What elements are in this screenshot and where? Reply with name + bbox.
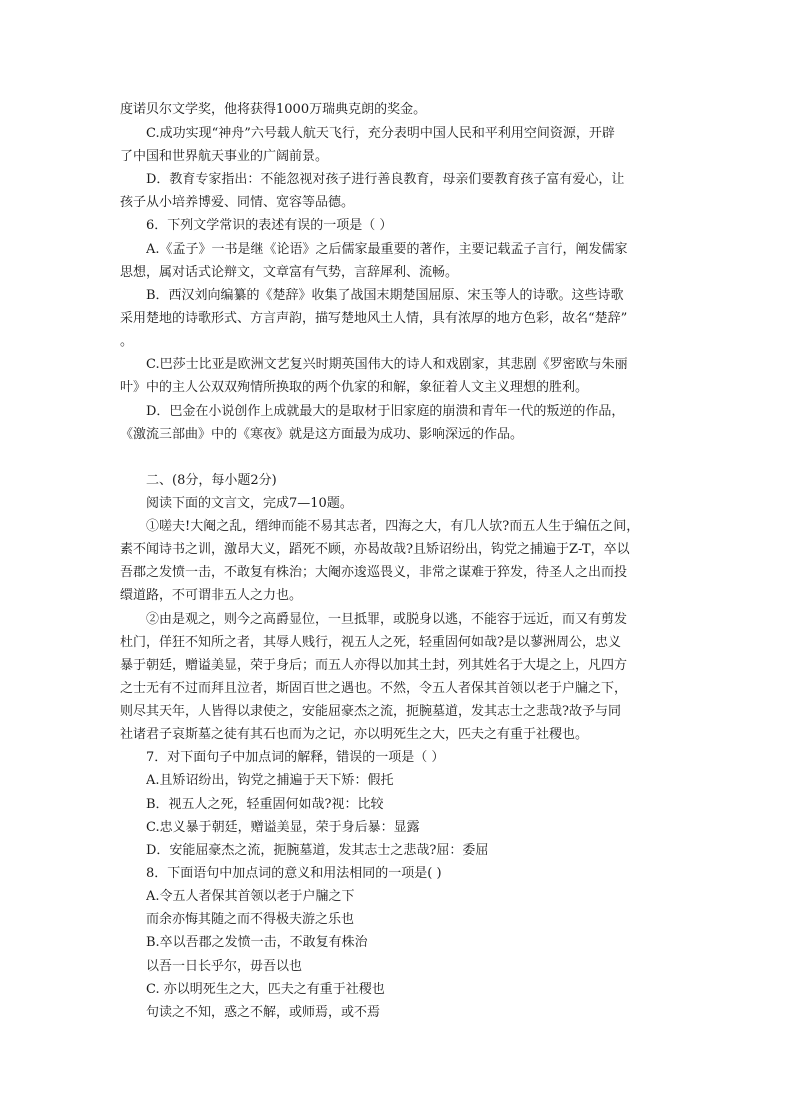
section-heading: 二、(8分，每小题2分) [146,473,277,488]
text-line: 之士无有不过而拜且泣者，斯固百世之遇也。不然，令五人者保其首领以老于户牖之下， [120,681,628,696]
option-b: B．西汉刘向编纂的《楚辞》收集了战国末期楚国屈原、宋玉等人的诗歌。这些诗歌 [146,288,624,303]
text-line: 思想，属对话式论辩文，文章富有气势，言辞犀利、流畅。 [120,265,459,280]
option-b: B．视五人之死，轻重固何如哉?视：比较 [146,797,384,812]
option-d: D．安能屈豪杰之流，扼腕墓道，发其志士之悲哉?屈：委屈 [146,843,489,858]
option-b: B.卒以吾郡之发愤一击，不敢复有株治 [146,935,368,950]
passage-paragraph-2: ②由是观之，则今之高爵显位，一旦抵罪，或脱身以逃，不能容于远近，而又有剪发 [146,612,628,627]
text-line: 了中国和世界航天事业的广阔前景。 [120,149,329,164]
option-b-pair: 以吾一日长乎尔，毋吾以也 [146,959,303,974]
option-a: A.且矫诏纷出，钩党之捕遍于天下矫：假托 [146,773,394,788]
text-line: 吾郡之发愤一击，不敢复有株治；大阉亦逡巡畏义，非常之谋难于猝发，待圣人之出而投 [120,565,628,580]
text-line: D．教育专家指出：不能忽视对孩子进行善良教育，母亲们要教育孩子富有爱心，让 [146,172,625,187]
text-line: 杜门，佯狂不知所之者，其辱人贱行，视五人之死，轻重固何如哉?是以蓼洲周公，忠义 [120,635,621,650]
text-line: 暴于朝廷，赠谥美显，荣于身后；而五人亦得以加其土封，列其姓名于大堤之上，凡四方 [120,658,628,673]
question-6: 6．下列文学常识的表述有误的一项是（ ） [146,218,393,233]
option-c: C.忠义暴于朝廷，赠谥美显，荣于身后暴：显露 [146,820,420,835]
text-line: 素不闻诗书之训，激昂大义，蹈死不顾，亦曷故哉?且矫诏纷出，钩党之捕遍于Z-T，卒以 [120,542,630,557]
text-line: 社诸君子哀斯墓之徒有其石也而为之记，亦以明死生之大，匹夫之有重于社稷也。 [120,727,589,742]
text-line: 叶》中的主人公双双殉情所换取的两个仇家的和解，象征着人文主义理想的胜利。 [120,380,589,395]
text-line: 孩子从小培养博爱、同情、宽容等品德。 [120,195,355,210]
option-a: A.《孟子》一书是继《论语》之后儒家最重要的著作，主要记载孟子言行，阐发儒家 [146,242,628,257]
text-line: 则尽其天年，人皆得以隶使之，安能屈豪杰之流，扼腕墓道，发其志士之悲哉?故予与同 [120,704,621,719]
text-line: C.成功实现“神舟”六号载人航天飞行，充分表明中国人民和平利用空间资源，开辟 [146,126,615,141]
text-line: 度诺贝尔文学奖，他将获得1000万瑞典克朗的奖金。 [120,102,427,117]
text-line: 。 [120,334,134,349]
text-line: 采用楚地的诗歌形式、方言声韵，描写楚地风土人情，具有浓厚的地方色彩，故名“楚辞” [120,311,628,326]
text-line: 《激流三部曲》中的《寒夜》就是这方面最为成功、影响深远的作品。 [120,427,524,442]
option-a-pair: 而余亦悔其随之而不得极夫游之乐也 [146,912,355,927]
option-a: A.令五人者保其首领以老于户牖之下 [146,889,355,904]
option-c: C.巴莎士比亚是欧洲文艺复兴时期英国伟大的诗人和戏剧家，其悲剧《罗密欧与朱丽 [146,357,628,372]
section-instruction: 阅读下面的文言文，完成7—10题。 [146,496,353,511]
option-d: D．巴金在小说创作上成就最大的是取材于旧家庭的崩溃和青年一代的叛逆的作品， [146,404,625,419]
text-line: 缳道路，不可谓非五人之力也。 [120,588,303,603]
passage-paragraph-1: ①嗟夫!大阉之乱，缙绅而能不易其志者，四海之大，有几人欤?而五人生于编伍之间， [146,519,640,534]
question-7: 7．对下面句子中加点词的解释，错误的一项是（ ） [146,750,445,765]
option-c-pair: 句读之不知，惑之不解，或师焉，或不焉 [146,1005,381,1020]
question-8: 8．下面语句中加点词的意义和用法相同的一项是( ) [146,866,442,881]
option-c: C. 亦以明死生之大，匹夫之有重于社稷也 [146,982,385,997]
